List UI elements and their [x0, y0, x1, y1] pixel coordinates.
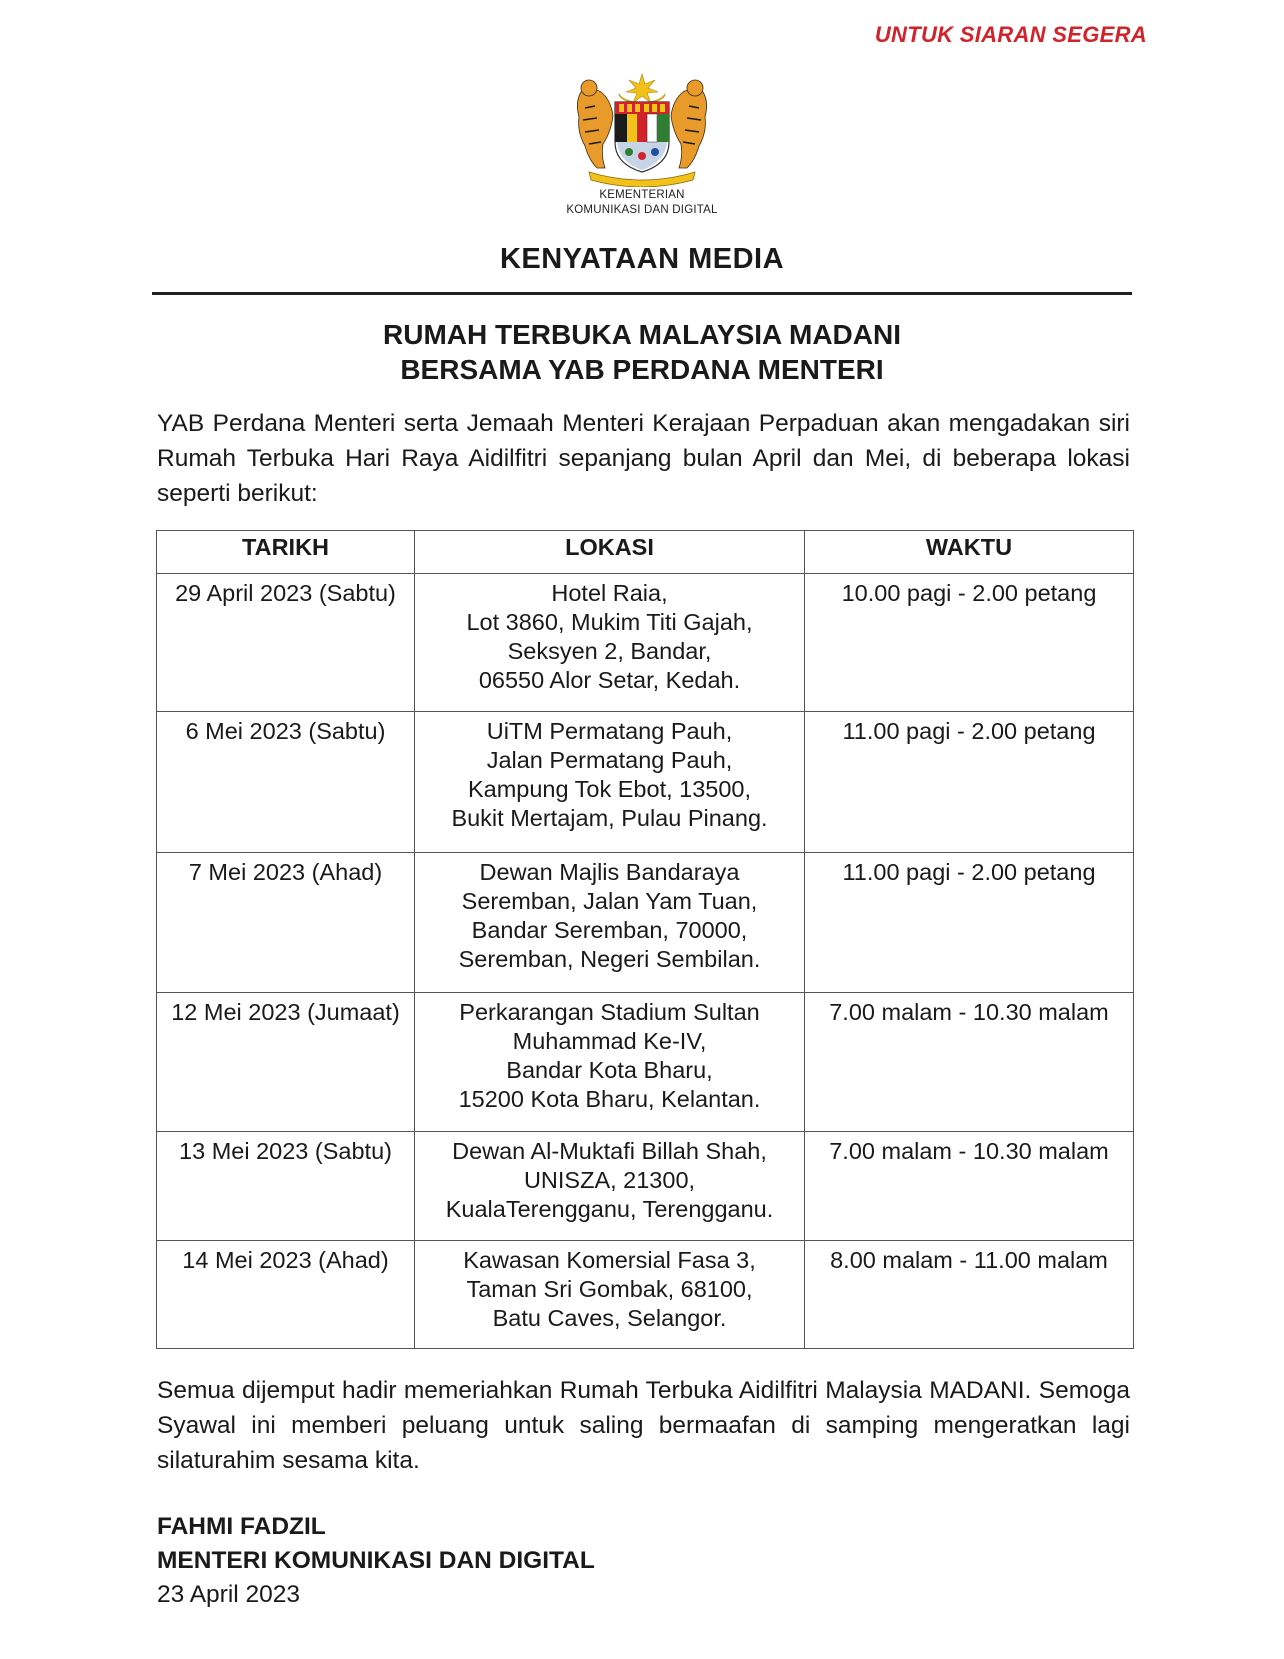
headline-line1: RUMAH TERBUKA MALAYSIA MADANI [383, 319, 901, 350]
ministry-crest [552, 72, 732, 217]
column-header-date: TARIKH [157, 531, 415, 574]
event-location [415, 1132, 805, 1241]
intro-paragraph: YAB Perdana Menteri serta Jemaah Menteri Kerajaan Perpaduan akan mengadakan siri Rumah Terbuka Hari Raya Aidilfitri sepanjang bulan April dan Mei, di beberapa lokasi seperti berikut: [157, 410, 1130, 507]
signatory-name: FAHMI FADZIL [157, 1513, 326, 1540]
event-time: 7.00 malam - 10.30 malam [805, 993, 1134, 1132]
event-date: 14 Mei 2023 (Ahad) [157, 1241, 415, 1349]
table-header-row [157, 531, 1134, 574]
ministry-name-line1: KEMENTERIAN [599, 189, 685, 201]
heading-divider [152, 292, 1132, 295]
location-line: 15200 Kota Bharu, Kelantan. [458, 1086, 761, 1112]
location-line: Seremban, Jalan Yam Tuan, [461, 888, 758, 914]
location-line: Dewan Al-Muktafi Billah Shah, [452, 1138, 767, 1164]
table-row [157, 712, 1134, 853]
event-date: 6 Mei 2023 (Sabtu) [157, 712, 415, 853]
event-location [415, 574, 805, 712]
location-line: KualaTerengganu, Terengganu. [445, 1196, 774, 1222]
event-date: 7 Mei 2023 (Ahad) [157, 853, 415, 993]
signatory-role: MENTERI KOMUNIKASI DAN DIGITAL [157, 1547, 595, 1574]
event-location [415, 993, 805, 1132]
location-line: Taman Sri Gombak, 68100, [466, 1276, 753, 1302]
location-line: Bukit Mertajam, Pulau Pinang. [451, 805, 768, 831]
event-time: 10.00 pagi - 2.00 petang [805, 574, 1134, 712]
release-date: 23 April 2023 [157, 1581, 301, 1608]
coat-of-arms-icon [567, 72, 717, 187]
release-tag: UNTUK SIARAN SEGERA [874, 22, 1147, 47]
location-line: 06550 Alor Setar, Kedah. [478, 667, 741, 693]
location-line: UiTM Permatang Pauh, [486, 718, 733, 744]
table-row [157, 1241, 1134, 1349]
column-header-time: WAKTU [805, 531, 1134, 574]
event-time: 11.00 pagi - 2.00 petang [805, 853, 1134, 993]
location-line: Jalan Permatang Pauh, [486, 747, 733, 773]
location-line: Lot 3860, Mukim Titi Gajah, [466, 609, 753, 635]
location-line: Dewan Majlis Bandaraya [479, 859, 740, 885]
event-location [415, 853, 805, 993]
location-line: Perkarangan Stadium Sultan [459, 999, 760, 1025]
location-line: Muhammad Ke-IV, [512, 1028, 707, 1054]
location-line: Seksyen 2, Bandar, [507, 638, 712, 664]
event-time: 11.00 pagi - 2.00 petang [805, 712, 1134, 853]
location-line: Kampung Tok Ebot, 13500, [467, 776, 752, 802]
signoff-block [157, 1510, 595, 1612]
location-line: Bandar Seremban, 70000, [471, 917, 748, 943]
headline [0, 317, 1284, 387]
event-date: 13 Mei 2023 (Sabtu) [157, 1132, 415, 1241]
table-row [157, 853, 1134, 993]
location-line: Kawasan Komersial Fasa 3, [463, 1247, 756, 1273]
location-line: UNISZA, 21300, [523, 1167, 696, 1193]
location-line: Batu Caves, Selangor. [492, 1305, 727, 1331]
location-line: Bandar Kota Bharu, [506, 1057, 713, 1083]
document-type-heading: KENYATAAN MEDIA [499, 243, 785, 275]
event-location [415, 712, 805, 853]
table-row [157, 1132, 1134, 1241]
event-date: 12 Mei 2023 (Jumaat) [157, 993, 415, 1132]
closing-paragraph: Semua dijemput hadir memeriahkan Rumah Terbuka Aidilfitri Malaysia MADANI. Semoga Syawal ini memberi peluang untuk saling bermaafan di samping mengeratkan lagi silaturahim sesama kita. [157, 1377, 1130, 1474]
event-time: 7.00 malam - 10.30 malam [805, 1132, 1134, 1241]
table-row [157, 574, 1134, 712]
location-line: Seremban, Negeri Sembilan. [458, 946, 761, 972]
events-table [156, 530, 1134, 1349]
column-header-location: LOKASI [415, 531, 805, 574]
event-location [415, 1241, 805, 1349]
location-line: Hotel Raia, [551, 580, 668, 606]
event-time: 8.00 malam - 11.00 malam [805, 1241, 1134, 1349]
headline-line2: BERSAMA YAB PERDANA MENTERI [400, 354, 884, 385]
event-date: 29 April 2023 (Sabtu) [157, 574, 415, 712]
ministry-name-line2: KOMUNIKASI DAN DIGITAL [566, 204, 718, 216]
table-row [157, 993, 1134, 1132]
